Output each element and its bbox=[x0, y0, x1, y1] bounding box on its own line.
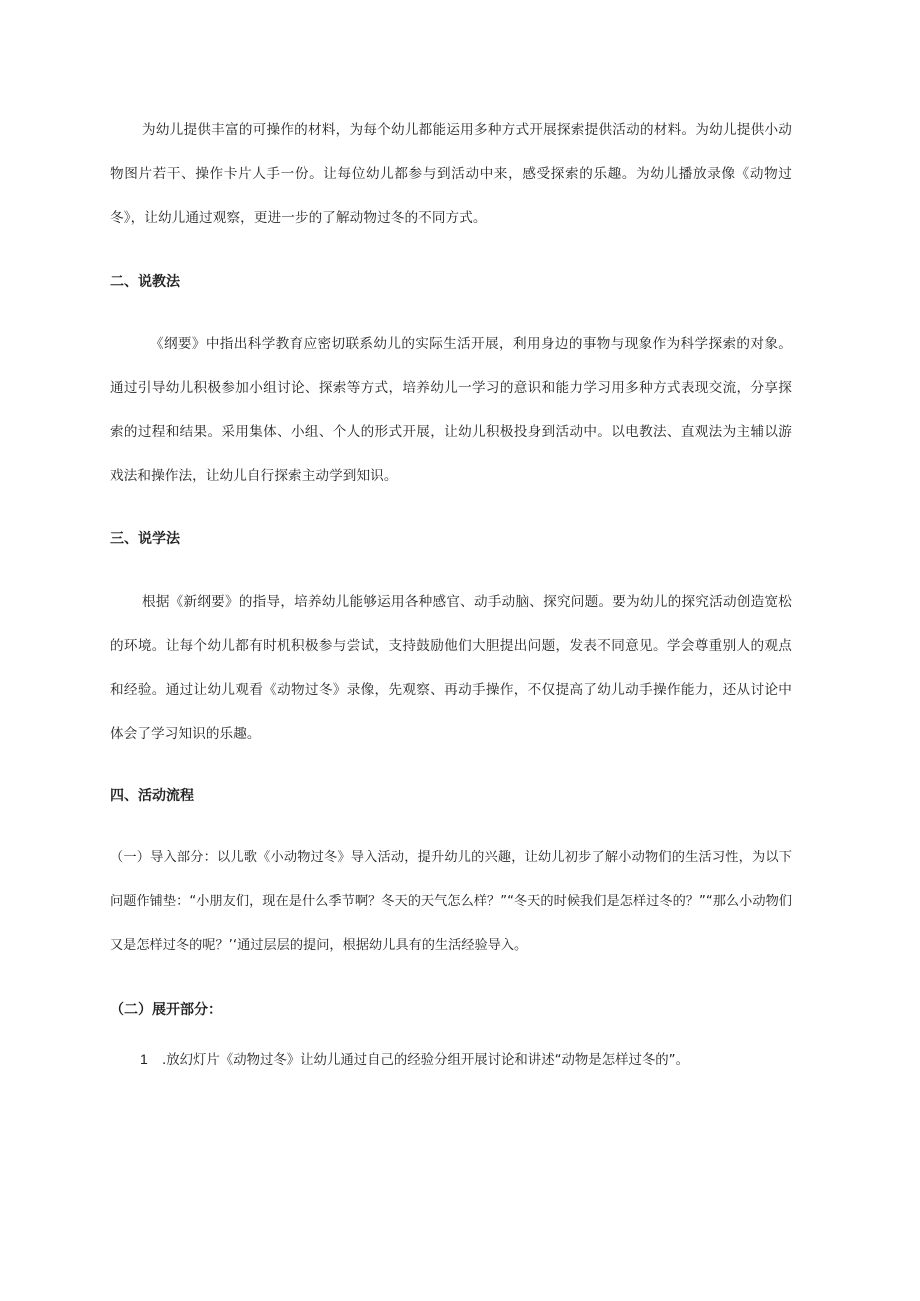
materials-section bbox=[110, 108, 792, 240]
learning-method-heading: 三、说学法 bbox=[110, 531, 180, 547]
teaching-method-section bbox=[110, 272, 792, 292]
expand-part bbox=[110, 1000, 792, 1020]
materials-paragraph: 为幼儿提供丰富的可操作的材料，为每个幼儿都能运用多种方式开展探索提供活动的材料。为幼儿提供小动物图片若干、操作卡片人手一份。让每位幼儿都参与到活动中来，感受探索的乐趣。为幼儿播放录像《动物过冬》，让幼儿通过观察，更进一步的了解动物过冬的不同方式。 bbox=[110, 122, 792, 226]
learning-method-paragraph: 根据《新纲要》的指导，培养幼儿能够运用各种感官、动手动脑、探究问题。要为幼儿的探究活动创造宽松的环境。让每个幼儿都有时机积极参与尝试，支持鼓励他们大胆提出问题，发表不同意见。学会尊重别人的观点和经验。通过让幼儿观看《动物过冬》录像，先观察、再动手操作，不仅提高了幼儿动手操作能力，还从讨论中体会了学习知识的乐趣。 bbox=[110, 594, 792, 742]
learning-method-body bbox=[110, 580, 792, 756]
expand-list bbox=[140, 1049, 792, 1071]
activity-process-heading: 四、活动流程 bbox=[110, 788, 194, 804]
list-item-number: 1 bbox=[140, 1051, 148, 1067]
list-item bbox=[140, 1049, 792, 1071]
expand-heading: （二）展开部分： bbox=[110, 1002, 222, 1018]
list-item-text: .放幻灯片《动物过冬》让幼儿通过自己的经验分组开展讨论和讲述“动物是怎样过冬的”。 bbox=[162, 1053, 689, 1068]
teaching-method-paragraph: 《纲要》中指出科学教育应密切联系幼儿的实际生活开展，利用身边的事物与现象作为科学探索的对象。通过引导幼儿积极参加小组讨论、探索等方式，培养幼儿一学习的意识和能力学习用多种方式表现交流，分享探索的过程和结果。采用集体、小组、个人的形式开展，让幼儿积极投身到活动中。以电教法、直观法为主辅以游戏法和操作法，让幼儿自行探索主动学到知识。 bbox=[110, 336, 792, 484]
teaching-method-heading: 二、说教法 bbox=[110, 274, 180, 290]
teaching-method-body bbox=[110, 322, 792, 498]
learning-method-section bbox=[110, 529, 792, 549]
intro-part bbox=[110, 836, 792, 968]
intro-paragraph: （一）导入部分：以儿歌《小动物过冬》导入活动，提升幼儿的兴趣，让幼儿初步了解小动物们的生活习性，为以下问题作铺垫：“小朋友们，现在是什么季节啊？冬天的天气怎么样？”“冬天的时候我们是怎样过冬的？”“那么小动物们又是怎样过冬的呢？’‘通过层层的提问，根据幼儿具有的生活经验导入。 bbox=[110, 850, 792, 953]
activity-process-section bbox=[110, 786, 792, 806]
